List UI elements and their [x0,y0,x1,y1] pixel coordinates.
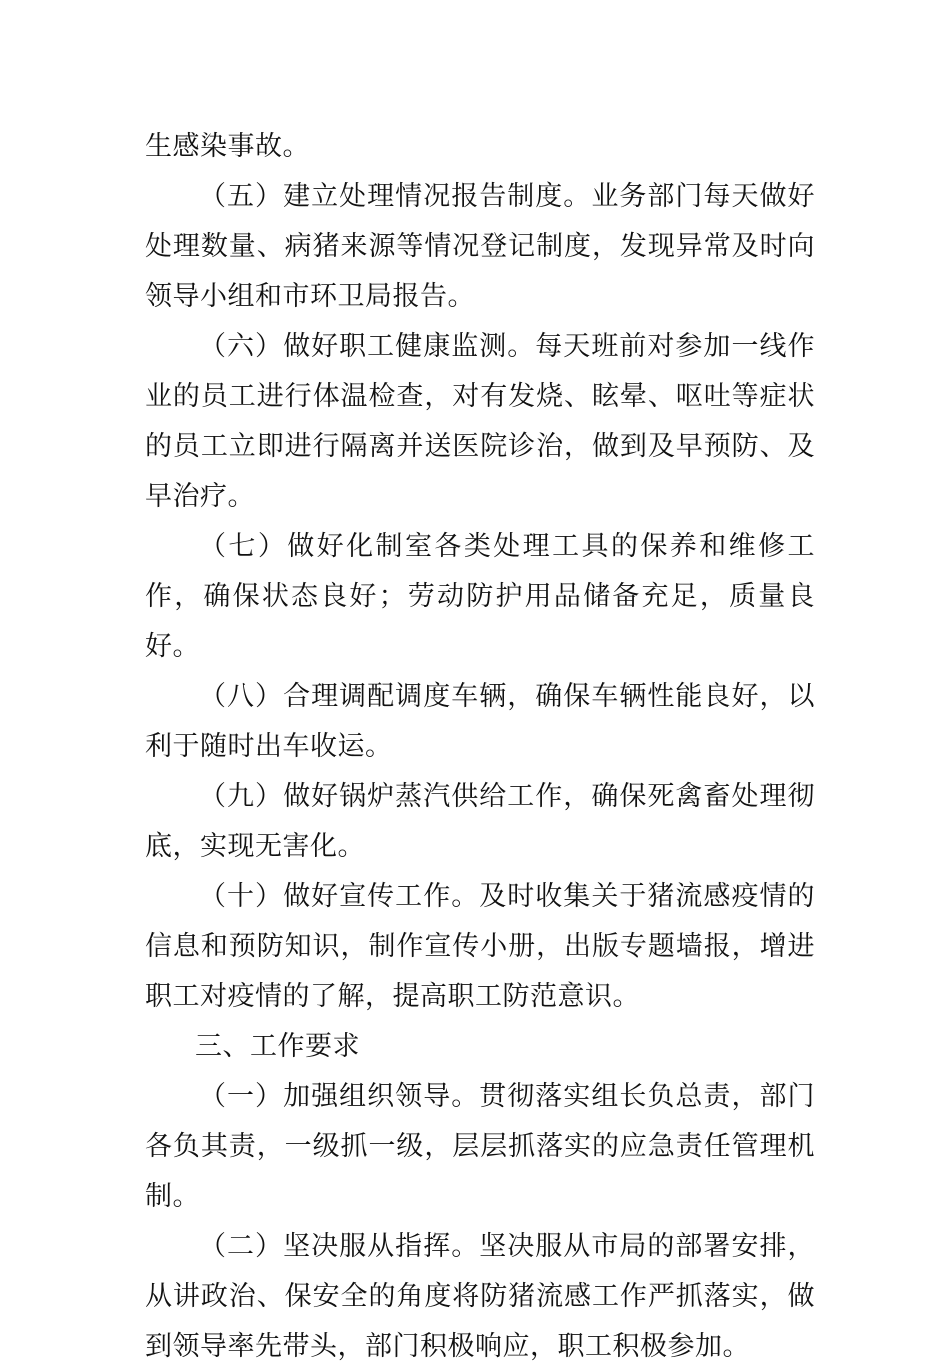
paragraph-continuation: 生感染事故。 [145,131,310,162]
section-heading-work-requirements: 三、工作要求 [195,1031,360,1062]
paragraph-item-6: （六）做好职工健康监测。每天班前对参加一线作业的员工进行体温检查，对有发烧、眩晕、呕吐等症状的员工立即进行隔离并送医院诊治，做到及早预防、及早治疗。 [145,331,815,512]
paragraph-item-5: （五）建立处理情况报告制度。业务部门每天做好处理数量、病猪来源等情况登记制度，发现异常及时向领导小组和市环卫局报告。 [145,181,815,312]
paragraph-item-9: （九）做好锅炉蒸汽供给工作，确保死禽畜处理彻底，实现无害化。 [145,781,815,862]
paragraph-item-10: （十）做好宣传工作。及时收集关于猪流感疫情的信息和预防知识，制作宣传小册，出版专题墙报，增进职工对疫情的了解，提高职工防范意识。 [145,881,815,1012]
paragraph-item-7: （七）做好化制室各类处理工具的保养和维修工作，确保状态良好；劳动防护用品储备充足，质量良好。 [145,531,815,662]
paragraph-requirement-2: （二）坚决服从指挥。坚决服从市局的部署安排，从讲政治、保安全的角度将防猪流感工作严抓落实，做到领导率先带头，部门积极响应，职工积极参加。 [145,1231,815,1362]
document-body [145,122,815,1372]
paragraph-requirement-1: （一）加强组织领导。贯彻落实组长负总责，部门各负其责，一级抓一级，层层抓落实的应急责任管理机制。 [145,1081,815,1212]
paragraph-item-8: （八）合理调配调度车辆，确保车辆性能良好，以利于随时出车收运。 [145,681,815,762]
